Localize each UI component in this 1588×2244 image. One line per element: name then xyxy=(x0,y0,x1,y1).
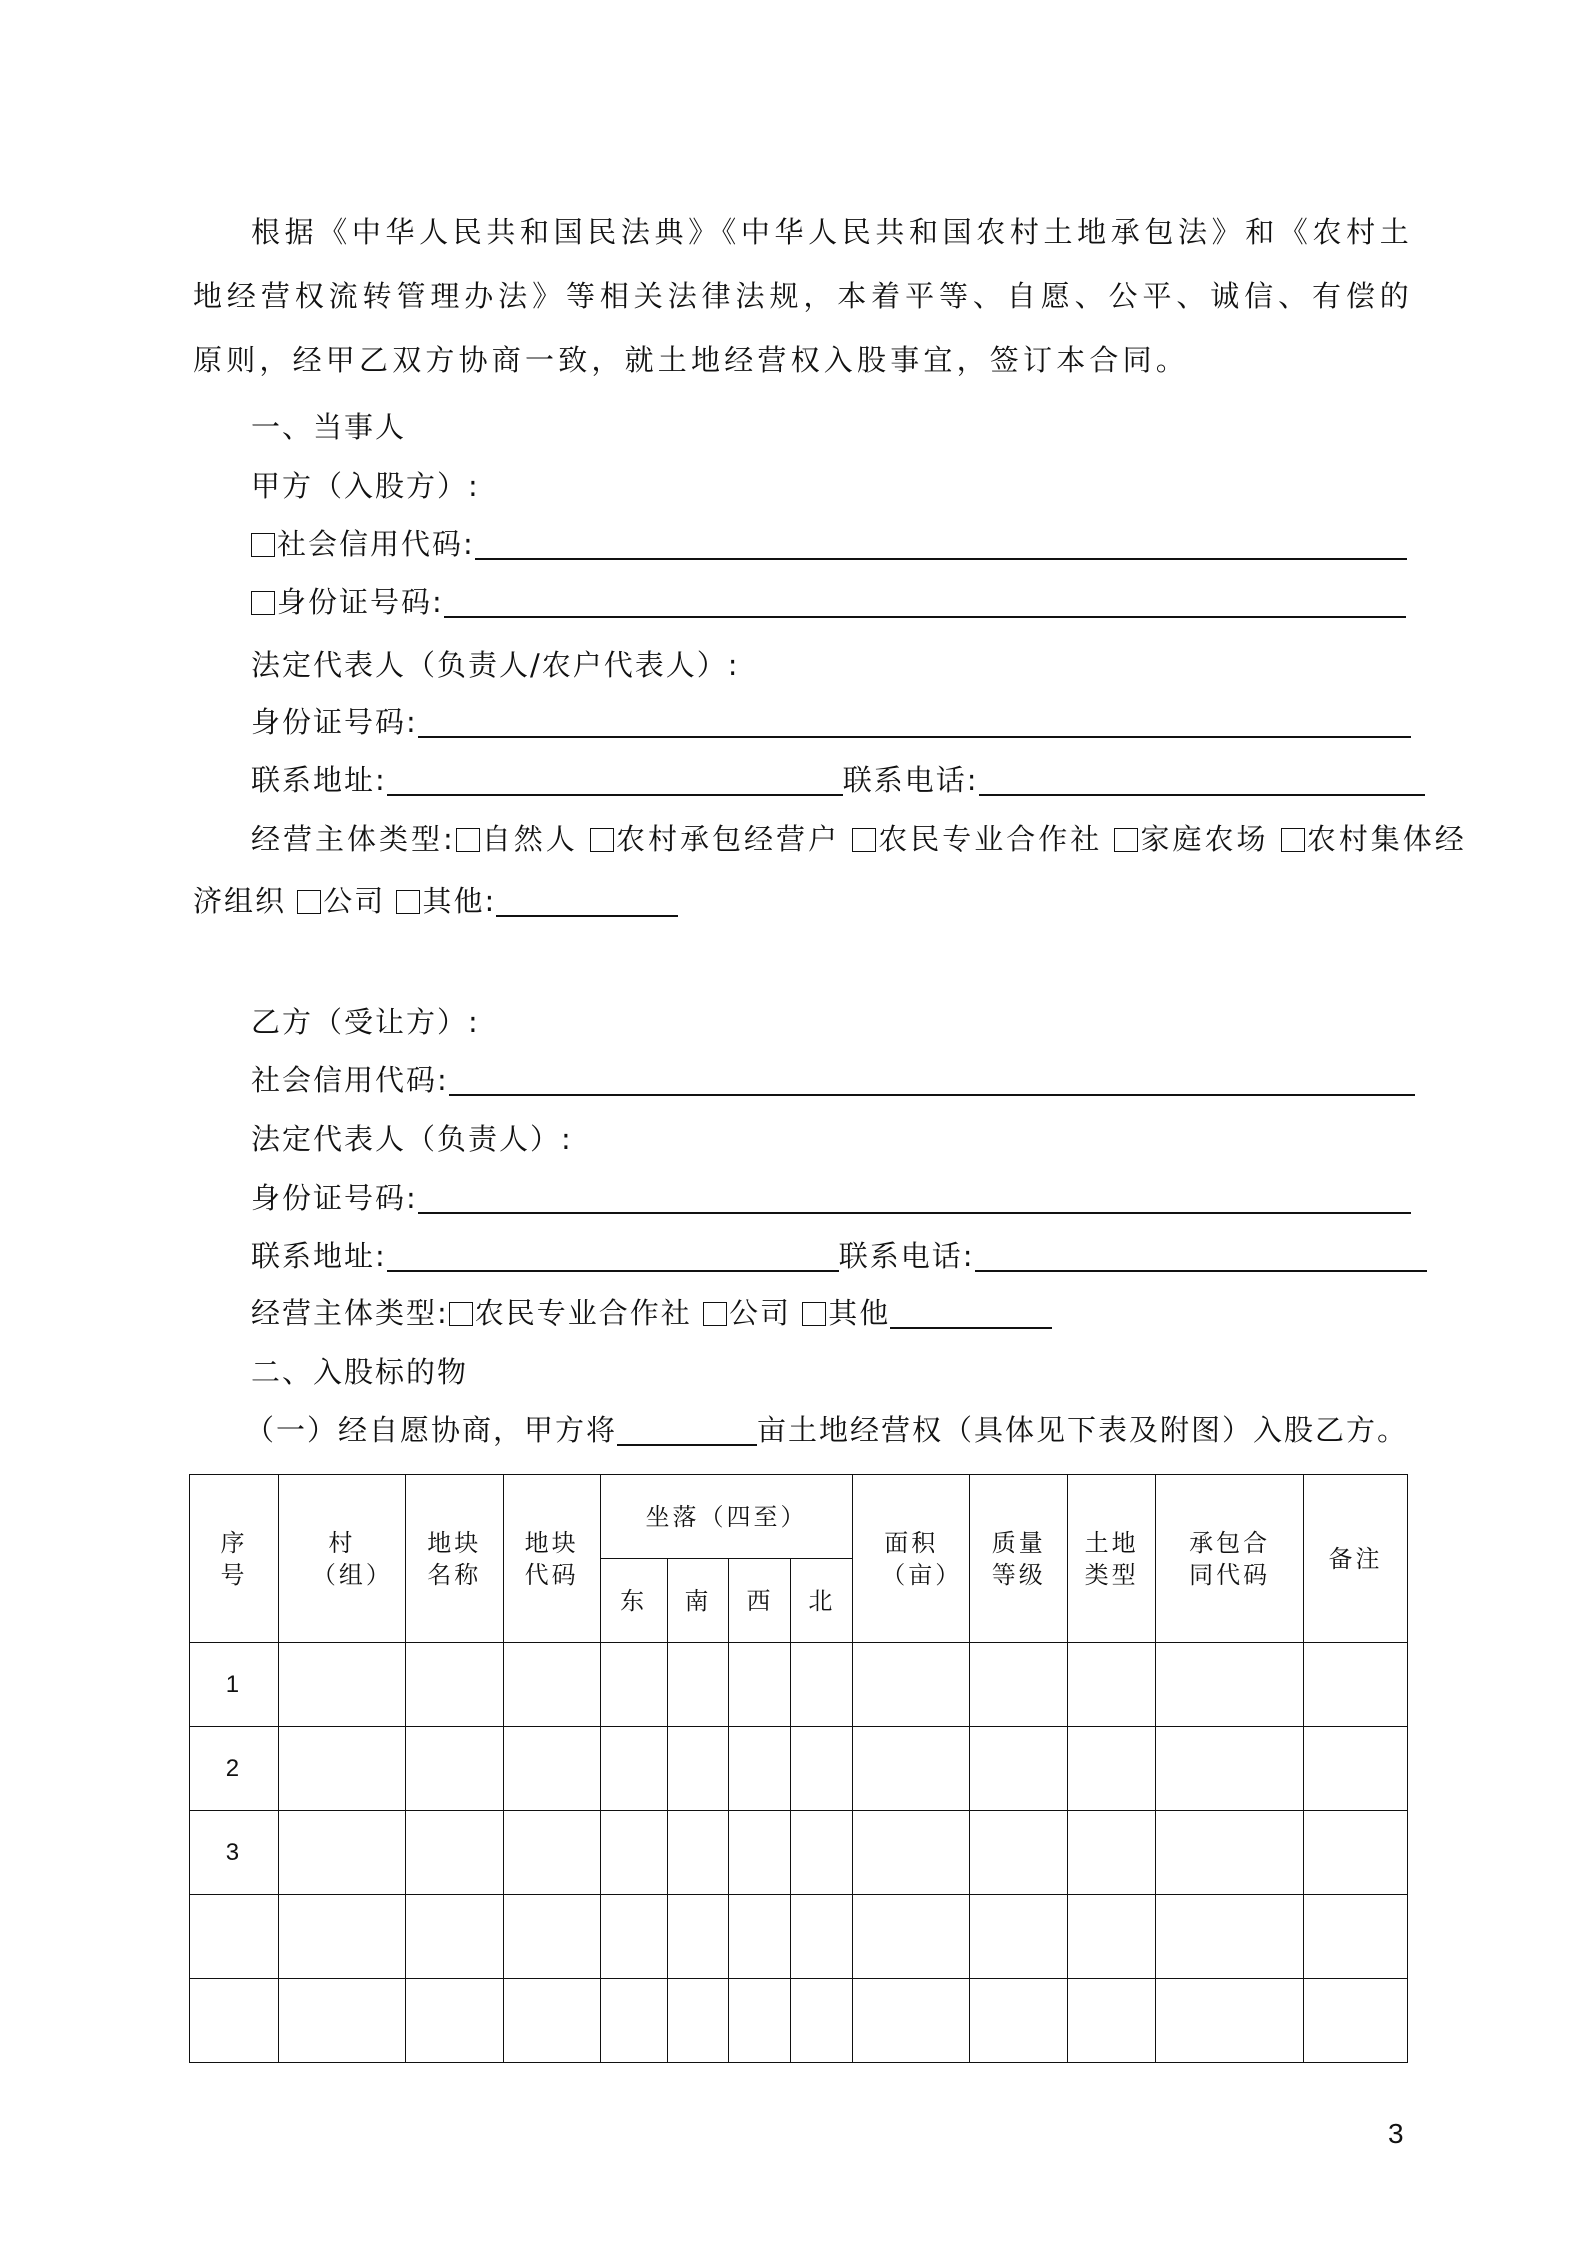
header-west: 西 xyxy=(729,1559,791,1643)
intro-paragraph: 根据《中华人民共和国民法典》《中华人民共和国农村土地承包法》和《农村土地经营权流转管理办法》等相关法律法规，本着平等、自愿、公平、诚信、有偿的原则，经甲乙双方协商一致，就土地经营权入股事宜，签订本合同。 xyxy=(193,215,1413,377)
header-plot-code: 地块代码 xyxy=(503,1475,600,1643)
party-b-contact-row xyxy=(251,1236,1427,1276)
header-village: 村（组） xyxy=(278,1475,405,1643)
cell[interactable] xyxy=(405,1811,503,1895)
cell[interactable] xyxy=(1068,1979,1156,2063)
address-label: 联系地址: xyxy=(251,1239,387,1273)
checkbox[interactable] xyxy=(449,1302,473,1326)
option-label: 农村集体经 xyxy=(1306,822,1467,856)
entity-type-label: 经营主体类型: xyxy=(251,822,456,856)
row-seq: 2 xyxy=(190,1727,279,1811)
address-label: 联系地址: xyxy=(251,763,387,797)
cell[interactable] xyxy=(791,1811,853,1895)
cell[interactable] xyxy=(729,1811,791,1895)
header-plot-name: 地块名称 xyxy=(405,1475,503,1643)
cell[interactable] xyxy=(729,1895,791,1979)
cell[interactable] xyxy=(1068,1727,1156,1811)
cell[interactable] xyxy=(278,1979,405,2063)
section2-heading: 二、入股标的物 xyxy=(251,1355,469,1389)
row-seq: 3 xyxy=(190,1811,279,1895)
header-south: 南 xyxy=(667,1559,729,1643)
acreage-field[interactable] xyxy=(617,1414,757,1446)
cell[interactable] xyxy=(729,1643,791,1727)
cell[interactable] xyxy=(667,1895,729,1979)
cell[interactable] xyxy=(600,1643,667,1727)
header-contract-code: 承包合同代码 xyxy=(1156,1475,1304,1643)
cell[interactable] xyxy=(278,1811,405,1895)
address-field[interactable] xyxy=(387,1240,839,1272)
party-b-rep-id-row xyxy=(251,1178,1411,1218)
cell[interactable] xyxy=(853,1727,970,1811)
row-seq xyxy=(190,1979,279,2063)
cell[interactable] xyxy=(791,1643,853,1727)
cell[interactable] xyxy=(503,1727,600,1811)
table-row xyxy=(190,1979,1408,2063)
table-row xyxy=(190,1727,1408,1811)
cell[interactable] xyxy=(503,1643,600,1727)
checkbox[interactable] xyxy=(590,828,614,852)
checkbox[interactable] xyxy=(456,828,480,852)
section2-clause1 xyxy=(245,1410,1408,1450)
cell[interactable] xyxy=(970,1643,1068,1727)
option-label: 农村承包经营户 xyxy=(616,822,841,856)
cell[interactable] xyxy=(970,1811,1068,1895)
cell[interactable] xyxy=(1304,1643,1408,1727)
cell[interactable] xyxy=(1156,1643,1304,1727)
cell[interactable] xyxy=(1068,1811,1156,1895)
checkbox[interactable] xyxy=(1114,828,1138,852)
cell[interactable] xyxy=(1304,1727,1408,1811)
table-row xyxy=(190,1643,1408,1727)
clause-text: （一）经自愿协商，甲方将 xyxy=(245,1413,618,1447)
checkbox[interactable] xyxy=(396,890,420,914)
option-label: 济组织 xyxy=(193,884,287,918)
rep-id-field[interactable] xyxy=(418,706,1411,738)
cell[interactable] xyxy=(405,1979,503,2063)
party-a-credit-code-row xyxy=(251,524,1407,564)
table-row xyxy=(190,1895,1408,1979)
option-label: 家庭农场 xyxy=(1140,822,1269,856)
header-east: 东 xyxy=(600,1559,667,1643)
party-a-entity-type-row xyxy=(251,819,1467,859)
cell[interactable] xyxy=(667,1979,729,2063)
other-field[interactable] xyxy=(496,885,678,917)
party-a-id-row xyxy=(251,582,1406,622)
phone-field[interactable] xyxy=(975,1240,1427,1272)
cell[interactable] xyxy=(853,1643,970,1727)
cell[interactable] xyxy=(667,1811,729,1895)
id-number-field[interactable] xyxy=(444,586,1406,618)
checkbox[interactable] xyxy=(251,533,275,557)
rep-id-field[interactable] xyxy=(418,1182,1411,1214)
cell[interactable] xyxy=(600,1811,667,1895)
credit-code-label: 社会信用代码: xyxy=(277,527,475,561)
cell[interactable] xyxy=(853,1811,970,1895)
phone-field[interactable] xyxy=(979,764,1425,796)
checkbox[interactable] xyxy=(251,591,275,615)
cell[interactable] xyxy=(791,1895,853,1979)
cell[interactable] xyxy=(405,1727,503,1811)
phone-label: 联系电话: xyxy=(842,763,979,797)
land-table xyxy=(189,1474,1408,2063)
cell[interactable] xyxy=(1304,1811,1408,1895)
cell[interactable] xyxy=(1304,1979,1408,2063)
row-seq xyxy=(190,1895,279,1979)
rep-id-label: 身份证号码: xyxy=(251,1181,418,1215)
table-row xyxy=(190,1811,1408,1895)
party-b-credit-code-row xyxy=(251,1060,1415,1100)
cell[interactable] xyxy=(405,1895,503,1979)
id-number-label: 身份证号码: xyxy=(277,585,444,619)
option-label: 其他 xyxy=(828,1296,891,1330)
cell[interactable] xyxy=(791,1727,853,1811)
cell[interactable] xyxy=(600,1979,667,2063)
cell[interactable] xyxy=(278,1643,405,1727)
checkbox[interactable] xyxy=(802,1302,826,1326)
party-a-contact-row xyxy=(251,760,1425,800)
phone-label: 联系电话: xyxy=(838,1239,975,1273)
party-b-legal-rep: 法定代表人（负责人）: xyxy=(251,1122,573,1156)
cell[interactable] xyxy=(791,1979,853,2063)
section1-heading: 一、当事人 xyxy=(251,410,407,444)
page-number: 3 xyxy=(1388,2118,1404,2149)
option-label: 其他: xyxy=(422,884,497,918)
cell[interactable] xyxy=(1304,1895,1408,1979)
checkbox[interactable] xyxy=(703,1302,727,1326)
checkbox[interactable] xyxy=(297,890,321,914)
header-remarks: 备注 xyxy=(1304,1475,1408,1643)
option-label: 公司 xyxy=(323,884,386,918)
cell[interactable] xyxy=(729,1727,791,1811)
cell[interactable] xyxy=(853,1979,970,2063)
cell[interactable] xyxy=(970,1727,1068,1811)
entity-type-label: 经营主体类型: xyxy=(251,1296,449,1330)
cell[interactable] xyxy=(600,1727,667,1811)
credit-code-field[interactable] xyxy=(475,528,1407,560)
cell[interactable] xyxy=(503,1811,600,1895)
header-area: 面积（亩） xyxy=(853,1475,970,1643)
checkbox[interactable] xyxy=(852,828,876,852)
checkbox[interactable] xyxy=(1281,828,1305,852)
table-header-row xyxy=(190,1475,1408,1559)
cell[interactable] xyxy=(667,1643,729,1727)
cell[interactable] xyxy=(405,1643,503,1727)
option-label: 农民专业合作社 xyxy=(878,822,1103,856)
cell[interactable] xyxy=(278,1895,405,1979)
cell[interactable] xyxy=(1156,1979,1304,2063)
credit-code-label: 社会信用代码: xyxy=(251,1063,449,1097)
cell[interactable] xyxy=(970,1979,1068,2063)
party-a-legal-rep: 法定代表人（负责人/农户代表人）: xyxy=(251,648,740,682)
cell[interactable] xyxy=(600,1895,667,1979)
address-field[interactable] xyxy=(387,764,843,796)
party-b-entity-type-row xyxy=(251,1293,1052,1333)
clause-text: 亩土地经营权（具体见下表及附图）入股乙方。 xyxy=(757,1413,1409,1447)
header-location: 坐落（四至） xyxy=(600,1475,853,1559)
cell[interactable] xyxy=(1068,1643,1156,1727)
header-seq: 序号 xyxy=(190,1475,279,1643)
cell[interactable] xyxy=(970,1895,1068,1979)
header-north: 北 xyxy=(791,1559,853,1643)
cell[interactable] xyxy=(853,1895,970,1979)
other-field[interactable] xyxy=(890,1297,1052,1329)
party-a-rep-id-row xyxy=(251,702,1411,742)
party-b-title: 乙方（受让方）: xyxy=(251,1005,480,1039)
cell[interactable] xyxy=(1068,1895,1156,1979)
cell[interactable] xyxy=(667,1727,729,1811)
row-seq: 1 xyxy=(190,1643,279,1727)
cell[interactable] xyxy=(1156,1811,1304,1895)
cell[interactable] xyxy=(278,1727,405,1811)
header-land-type: 土地类型 xyxy=(1068,1475,1156,1643)
option-label: 公司 xyxy=(729,1296,792,1330)
cell[interactable] xyxy=(503,1979,600,2063)
option-label: 自然人 xyxy=(481,822,578,856)
cell[interactable] xyxy=(1156,1727,1304,1811)
header-quality: 质量等级 xyxy=(970,1475,1068,1643)
cell[interactable] xyxy=(503,1895,600,1979)
cell[interactable] xyxy=(729,1979,791,2063)
option-label: 农民专业合作社 xyxy=(474,1296,692,1330)
party-a-entity-type-row2 xyxy=(193,881,678,921)
rep-id-label: 身份证号码: xyxy=(251,705,418,739)
cell[interactable] xyxy=(1156,1895,1304,1979)
party-a-title: 甲方（入股方）: xyxy=(251,469,480,503)
credit-code-field[interactable] xyxy=(449,1064,1415,1096)
